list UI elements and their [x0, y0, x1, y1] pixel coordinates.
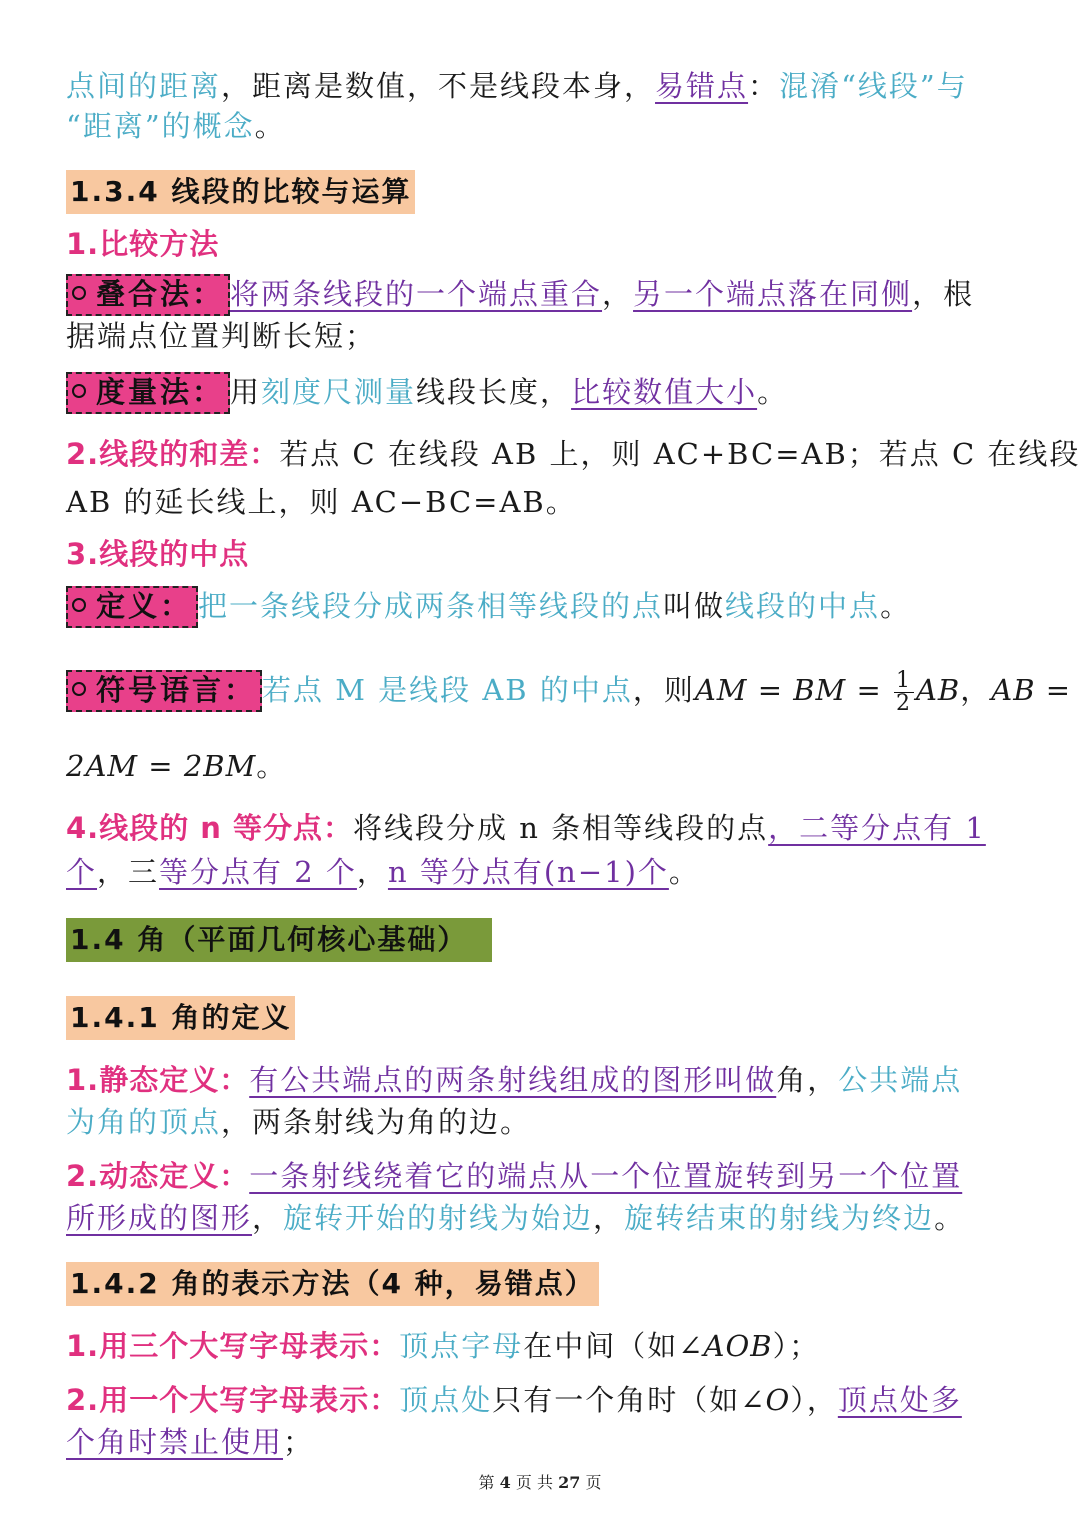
footer-p3: 页	[585, 1473, 602, 1492]
definition-line	[66, 586, 1044, 628]
n-division-line-1	[66, 808, 1044, 848]
symbol-line-1	[66, 666, 1072, 716]
error-prone-link: 易错点	[655, 69, 749, 103]
three-letter-math: ∠AOB	[678, 1329, 773, 1363]
n-division-label: 4.线段的 n 等分点：	[66, 811, 354, 845]
overlap-rest: ，根	[912, 277, 975, 311]
n-div-t3: ，	[356, 855, 388, 889]
dynamic-def-teal1: 旋转开始的射线为始边	[283, 1201, 594, 1235]
static-def-teal-2: 为角的顶点	[66, 1105, 222, 1139]
overlap-tag-label: 叠合法：	[96, 277, 225, 311]
n-div-t2: ，三	[97, 855, 160, 889]
overlap-u1: 将两条线段的一个端点重合	[230, 277, 603, 311]
def-t3: 线段的中点	[725, 589, 881, 623]
sum-diff-text: 若点 C 在线段 AB 上，则 AC+BC=AB；若点 C 在线段	[279, 437, 1080, 471]
sym-t1: 若点 M 是线段 AB 的中点	[262, 673, 633, 707]
sym-t3: ，	[960, 673, 992, 707]
one-letter-label: 2.用一个大写字母表示：	[66, 1383, 400, 1417]
fraction-num: 1	[895, 667, 912, 693]
overlap-u2: 另一个端点落在同侧	[633, 277, 913, 311]
static-def-t2: ，两条射线为角的边。	[221, 1105, 532, 1139]
intro-line-1	[66, 66, 1044, 106]
footer-p1: 第	[478, 1473, 495, 1492]
sym-t2: ，则	[632, 673, 695, 707]
fraction-den: 2	[895, 690, 912, 716]
one-letter-u1: 顶点处多	[837, 1383, 962, 1417]
three-letter-t2: ）；	[772, 1329, 821, 1363]
sym-math-4: 2AM = 2BM	[66, 749, 257, 783]
intro-line-2	[66, 106, 1044, 146]
three-letter-line	[66, 1326, 1044, 1366]
overlap-tag	[66, 274, 230, 316]
one-letter-t1: 只有一个角时（如	[492, 1383, 741, 1417]
sym-math-1: AM = BM =	[694, 673, 892, 707]
overlap-line-2: 据端点位置判断长短；	[66, 319, 377, 353]
bullet-icon	[72, 286, 86, 300]
bullet-icon	[72, 598, 86, 612]
static-def-label: 1.静态定义：	[66, 1063, 250, 1097]
footer-total-pages: 27	[558, 1473, 581, 1492]
footer-page-number: 4	[499, 1473, 511, 1492]
intro-teal-1: 点间的距离	[66, 69, 222, 103]
static-def-u: 有公共端点的两条射线组成的图形叫做	[249, 1063, 777, 1097]
dynamic-def-teal2: 旋转结束的射线为终边	[624, 1201, 935, 1235]
n-div-t1: 将线段分成 n 条相等线段的点	[353, 811, 769, 845]
section-1-4-heading: 1.4 角（平面几何核心基础）	[66, 918, 492, 962]
def-t2: 叫做	[663, 589, 726, 623]
one-letter-teal: 顶点处	[399, 1383, 493, 1417]
page-footer	[0, 1470, 1080, 1493]
measure-u: 比较数值大小	[571, 375, 758, 409]
measure-t1: 用	[230, 375, 262, 409]
measure-end: 。	[757, 375, 789, 409]
symbol-line-2	[66, 746, 1044, 786]
fraction-half	[894, 667, 914, 716]
overlap-sep: ，	[602, 277, 634, 311]
static-def-t1: 角，	[776, 1063, 839, 1097]
definition-tag	[66, 586, 198, 628]
symbol-tag-label: 符号语言：	[96, 673, 257, 707]
intro-teal-2: 混淆“线段”与	[779, 69, 968, 103]
section-1-4-1-heading: 1.4.1 角的定义	[66, 996, 295, 1040]
dynamic-def-t2: ，	[593, 1201, 625, 1235]
one-letter-line-1	[66, 1380, 1044, 1420]
sum-diff-label: 2.线段的和差：	[66, 437, 280, 471]
n-div-end: 。	[668, 855, 700, 889]
three-letter-t1: 在中间（如	[523, 1329, 679, 1363]
compare-methods-heading: 1.比较方法	[66, 227, 220, 261]
measure-tag	[66, 372, 230, 414]
measure-line	[66, 372, 1044, 414]
n-div-u3: 等分点有 2 个	[159, 855, 357, 889]
static-def-teal: 公共端点	[838, 1063, 963, 1097]
symbol-tag	[66, 670, 262, 712]
dynamic-def-u1: 一条射线绕着它的端点从一个位置旋转到另一个位置	[249, 1159, 963, 1193]
one-letter-end: ；	[283, 1425, 315, 1459]
bullet-icon	[72, 682, 86, 696]
dynamic-def-label: 2.动态定义：	[66, 1159, 250, 1193]
intro-end: 。	[254, 109, 286, 143]
midpoint-heading: 3.线段的中点	[66, 537, 250, 571]
sum-diff-line-2: AB 的延长线上，则 AC−BC=AB。	[66, 485, 577, 519]
sum-diff-line-1	[66, 434, 1080, 474]
intro-colon: ：	[748, 69, 780, 103]
overlap-line-1	[66, 274, 1044, 316]
n-division-line-2	[66, 852, 1044, 892]
n-div-u4: n 等分点有(n−1)个	[387, 855, 669, 889]
static-def-line-2	[66, 1102, 1044, 1142]
sym-end: 。	[256, 749, 288, 783]
dynamic-def-line-2	[66, 1198, 1044, 1238]
measure-t2: 刻度尺测量	[261, 375, 417, 409]
def-t1: 把一条线段分成两条相等线段的点	[198, 589, 664, 623]
dynamic-def-line-1	[66, 1156, 1044, 1196]
footer-p2: 页 共	[515, 1473, 553, 1492]
def-end: 。	[880, 589, 912, 623]
n-div-u2: 个	[66, 855, 98, 889]
dynamic-def-end: 。	[934, 1201, 966, 1235]
sym-math-3: AB =	[991, 673, 1072, 707]
n-div-u1: ，二等分点有 1	[768, 811, 986, 845]
bullet-icon	[72, 384, 86, 398]
measure-tag-label: 度量法：	[96, 375, 225, 409]
one-letter-line-2	[66, 1422, 1044, 1462]
dynamic-def-u2: 所形成的图形	[66, 1201, 253, 1235]
section-1-3-4-heading: 1.3.4 线段的比较与运算	[66, 170, 415, 214]
sym-math-2: AB	[915, 673, 961, 707]
one-letter-u2: 个角时禁止使用	[66, 1425, 284, 1459]
static-def-line-1	[66, 1060, 1044, 1100]
intro-text-1: ，距离是数值，不是线段本身，	[221, 69, 656, 103]
definition-tag-label: 定义：	[96, 589, 193, 623]
section-1-4-2-heading: 1.4.2 角的表示方法（4 种，易错点）	[66, 1262, 599, 1306]
one-letter-math: ∠O	[740, 1383, 791, 1417]
three-letter-label: 1.用三个大写字母表示：	[66, 1329, 400, 1363]
measure-t3: 线段长度，	[416, 375, 572, 409]
intro-teal-3: “距离”的概念	[66, 109, 255, 143]
dynamic-def-t1: ，	[252, 1201, 284, 1235]
one-letter-t2: ），	[790, 1383, 838, 1417]
three-letter-teal: 顶点字母	[399, 1329, 524, 1363]
